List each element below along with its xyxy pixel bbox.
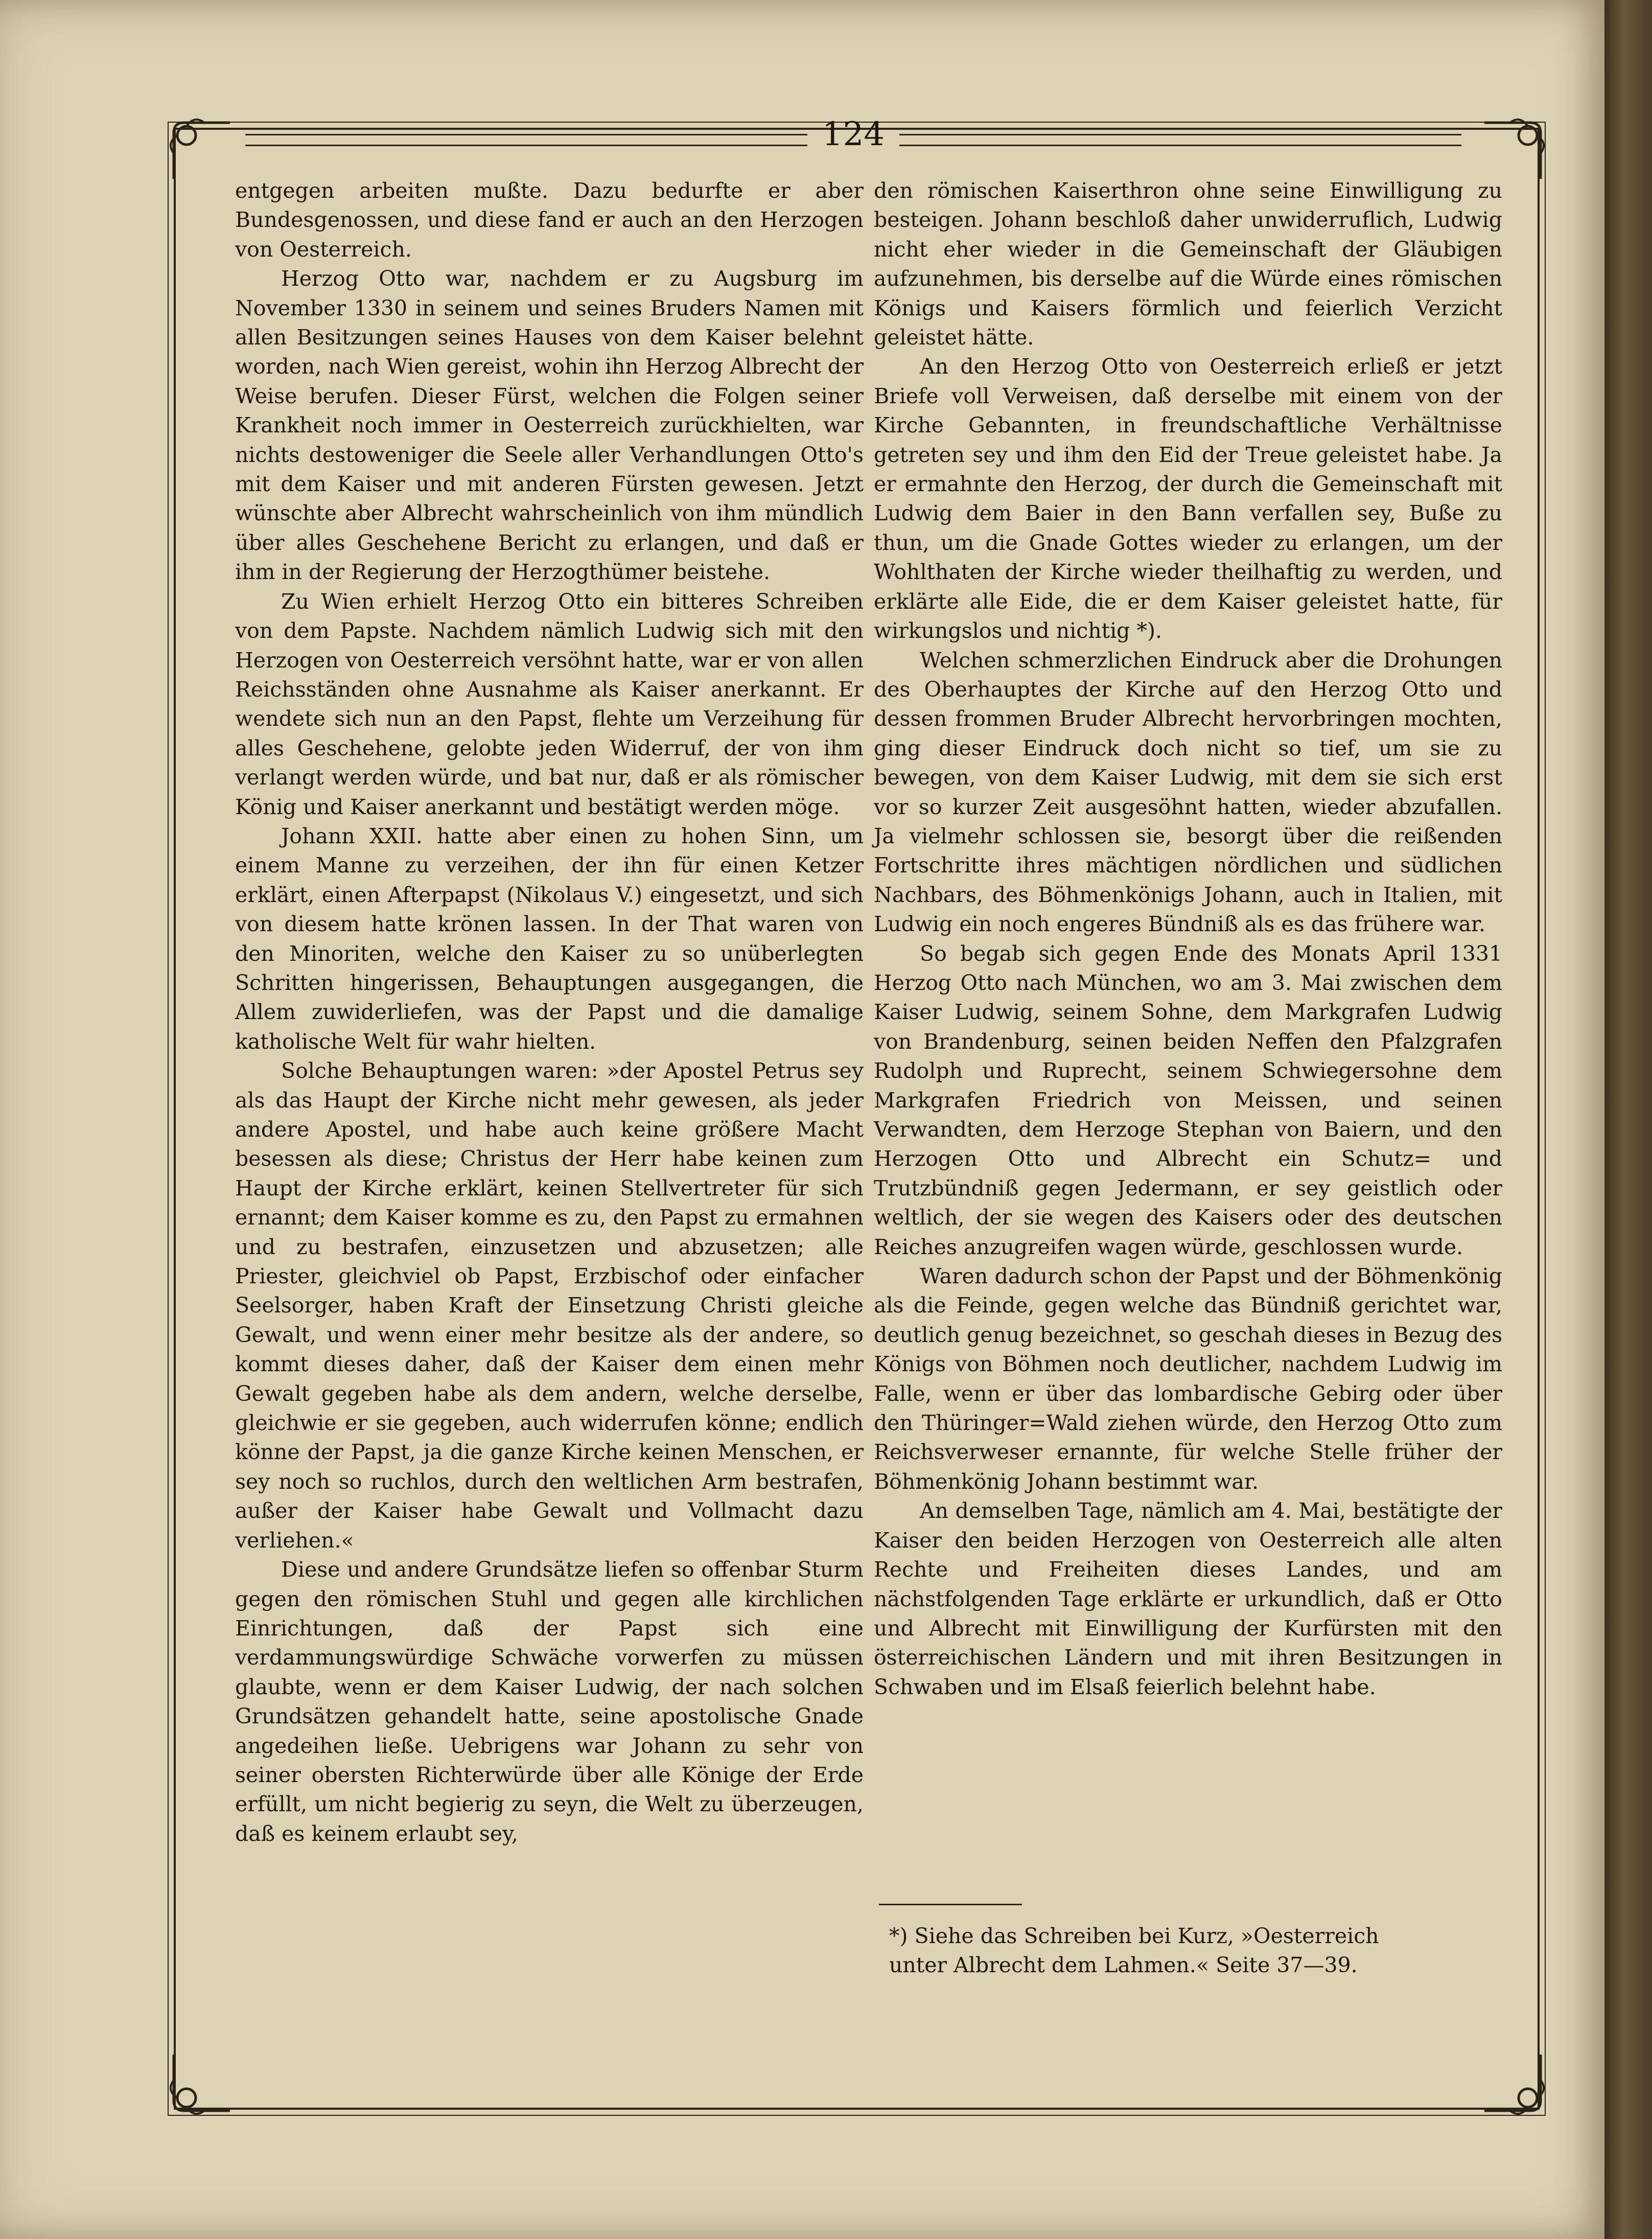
paragraph: An den Herzog Otto von Oesterreich erließ er jetzt Briefe voll Verweisen, daß derselbe mit einem von der Kirche Gebannten, in freundschaftliche Verhältnisse getreten sey und ihm den Eid der Treue geleistet habe. Ja er ermahnte den Herzog, der durch die Gemeinschaft mit Ludwig dem Baier in den Bann verfallen sey, Buße zu thun, um die Gnade Gottes wieder zu erlangen, um der Wohlthaten der Kirche wieder theilhaftig zu werden, und erklärte alle Eide, die er dem Kaiser geleistet hatte, für wirkungslos und nichtig *). — [874, 354, 1502, 643]
book-spine — [1604, 0, 1652, 2239]
paragraph: den römischen Kaiserthron ohne seine Einwilligung zu besteigen. Johann beschloß daher unwiderruflich, Ludwig nicht eher wieder in die Gemeinschaft der Gläubigen aufzunehmen, bis derselbe auf die Würde eines römischen Königs und Kaisers förmlich und feierlich Verzicht geleistet hätte. — [874, 178, 1502, 350]
footnote: *) Siehe das Schreiben bei Kurz, »Oesterreich unter Albrecht dem Lahmen.« Seite 37—39. — [889, 1924, 1379, 1977]
paragraph: Johann XXII. hatte aber einen zu hohen Sinn, um einem Manne zu verzeihen, der ihn für einen Ketzer erklärt, einen Afterpapst (Nikolaus V.) eingesetzt, und sich von diesem hatte krönen lassen. In der That waren von den Minoriten, welche den Kaiser zu so unüberlegten Schritten hingerissen, Behauptungen ausgegangen, die Allem zuwiderliefen, was der Papst und die damalige katholische Welt für wahr hielten. — [235, 823, 864, 1054]
corner-ornament-icon — [164, 2044, 240, 2121]
left-column — [235, 176, 864, 1849]
paragraph: Diese und andere Grundsätze liefen so offenbar Sturm gegen den römischen Stuhl und gegen alle kirchlichen Einrichtungen, daß der Papst sich eine verdammungswürdige Schwäche vorwerfen zu müssen glaubte, wenn er dem Kaiser Ludwig, der nach solchen Grundsätzen gehandelt hatte, seine apostolische Gnade angedeihen ließe. Uebrigens war Johann zu sehr von seiner obersten Richterwürde über alle Könige der Erde erfüllt, um nicht begierig zu seyn, die Welt zu überzeugen, daß es keinem erlaubt sey, — [235, 1557, 864, 1846]
header-rule-right — [899, 134, 1461, 146]
right-column — [874, 176, 1502, 1702]
paragraph: Waren dadurch schon der Papst und der Böhmenkönig als die Feinde, gegen welche das Bündniß gerichtet war, deutlich genug bezeichnet, so geschah dieses in Bezug des Königs von Böhmen noch deutlicher, nachdem Ludwig im Falle, wenn er über das lombardische Gebirg oder über den Thüringer=Wald ziehen würde, den Herzog Otto zum Reichsverweser ernannte, für welche Stelle früher der Böhmenkönig Johann bestimmt war. — [874, 1264, 1502, 1494]
paragraph: An demselben Tage, nämlich am 4. Mai, bestätigte der Kaiser den beiden Herzogen von Oesterreich alle alten Rechte und Freiheiten dieses Landes, und am nächstfolgenden Tage erklärte er urkundlich, daß er Otto und Albrecht mit Einwilligung der Kurfürsten mit den österreichischen Ländern und mit ihren Besitzungen in Schwaben und im Elsaß feierlich belehnt habe. — [874, 1498, 1502, 1699]
header-rule-left — [245, 134, 807, 146]
paragraph: Herzog Otto war, nachdem er zu Augsburg im November 1330 in seinem und seines Bruders Namen mit allen Besitzungen seines Hauses von dem Kaiser belehnt worden, nach Wien gereist, wohin ihn Herzog Albrecht der Weise berufen. Dieser Fürst, welchen die Folgen seiner Krankheit noch immer in Oesterreich zurückhielten, war nichts destoweniger die Seele aller Verhandlungen Otto's mit dem Kaiser und mit anderen Fürsten gewesen. Jetzt wünschte aber Albrecht wahrscheinlich von ihm mündlich über alles Geschehene Bericht zu erlangen, und daß er ihm in der Regierung der Herzogthümer beistehe. — [235, 266, 864, 585]
paragraph: Zu Wien erhielt Herzog Otto ein bitteres Schreiben von dem Papste. Nachdem nämlich Ludwig sich mit den Herzogen von Oesterreich versöhnt hatte, war er von allen Reichsständen ohne Ausnahme als Kaiser anerkannt. Er wendete sich nun an den Papst, flehte um Verzeihung für alles Geschehene, gelobte jeden Widerruf, der von ihm verlangt werden würde, und bat nur, daß er als römischer König und Kaiser anerkannt und bestätigt werden möge. — [235, 589, 864, 819]
page-number: 124 — [822, 116, 885, 153]
paragraph: So begab sich gegen Ende des Monats April 1331 Herzog Otto nach München, wo am 3. Mai zwischen dem Kaiser Ludwig, seinem Sohne, dem Markgrafen Ludwig von Brandenburg, seinen beiden Neffen den Pfalzgrafen Rudolph und Ruprecht, seinem Schwiegersohne dem Markgrafen Friedrich von Meissen, und seinen Verwandten, dem Herzoge Stephan von Baiern, und den Herzogen Otto und Albrecht ein Schutz= und Trutzbündniß gegen Jedermann, er sey geistlich oder weltlich, der sie wegen des Kaisers oder des deutschen Reiches anzugreifen wagen würde, geschlossen wurde. — [874, 941, 1502, 1259]
paragraph: entgegen arbeiten mußte. Dazu bedurfte er aber Bundesgenossen, und diese fand er auch an den Herzogen von Oesterreich. — [235, 178, 864, 262]
corner-ornament-icon — [1474, 2044, 1551, 2121]
footnote-rule — [879, 1904, 1022, 1905]
corner-ornament-icon — [164, 112, 240, 189]
paragraph: Solche Behauptungen waren: »der Apostel Petrus sey als das Haupt der Kirche nicht mehr gewesen, als jeder andere Apostel, und habe auch keine größere Macht besessen als diese; Christus der Herr habe keinen zum Haupt der Kirche erklärt, keinen Stellvertreter für sich ernannt; dem Kaiser komme es zu, den Papst zu ermahnen und zu bestrafen, einzusetzen und abzusetzen; alle Priester, gleichviel ob Papst, Erzbischof oder einfacher Seelsorger, haben Kraft der Einsetzung Christi gleiche Gewalt, und wenn einer mehr besitze als der andere, so kommt dieses daher, daß der Kaiser dem einen mehr Gewalt gegeben habe als dem andern, welche derselbe, gleichwie er sie gegeben, auch widerrufen könne; endlich könne der Papst, ja die ganze Kirche keinen Menschen, er sey noch so ruchlos, durch den weltlichen Arm bestrafen, außer der Kaiser habe Gewalt und Vollmacht dazu verliehen.« — [235, 1058, 864, 1553]
paragraph: Welchen schmerzlichen Eindruck aber die Drohungen des Oberhauptes der Kirche auf den Herzog Otto und dessen frommen Bruder Albrecht hervorbringen mochten, ging dieser Eindruck doch nicht so tief, um sie zu bewegen, von dem Kaiser Ludwig, mit dem sie sich erst vor so kurzer Zeit ausgesöhnt hatten, wieder abzufallen. Ja vielmehr schlossen sie, besorgt über die reißenden Fortschritte ihres mächtigen nördlichen und südlichen Nachbars, des Böhmenkönigs Johann, auch in Italien, mit Ludwig ein noch engeres Bündniß als es das frühere war. — [874, 648, 1502, 937]
